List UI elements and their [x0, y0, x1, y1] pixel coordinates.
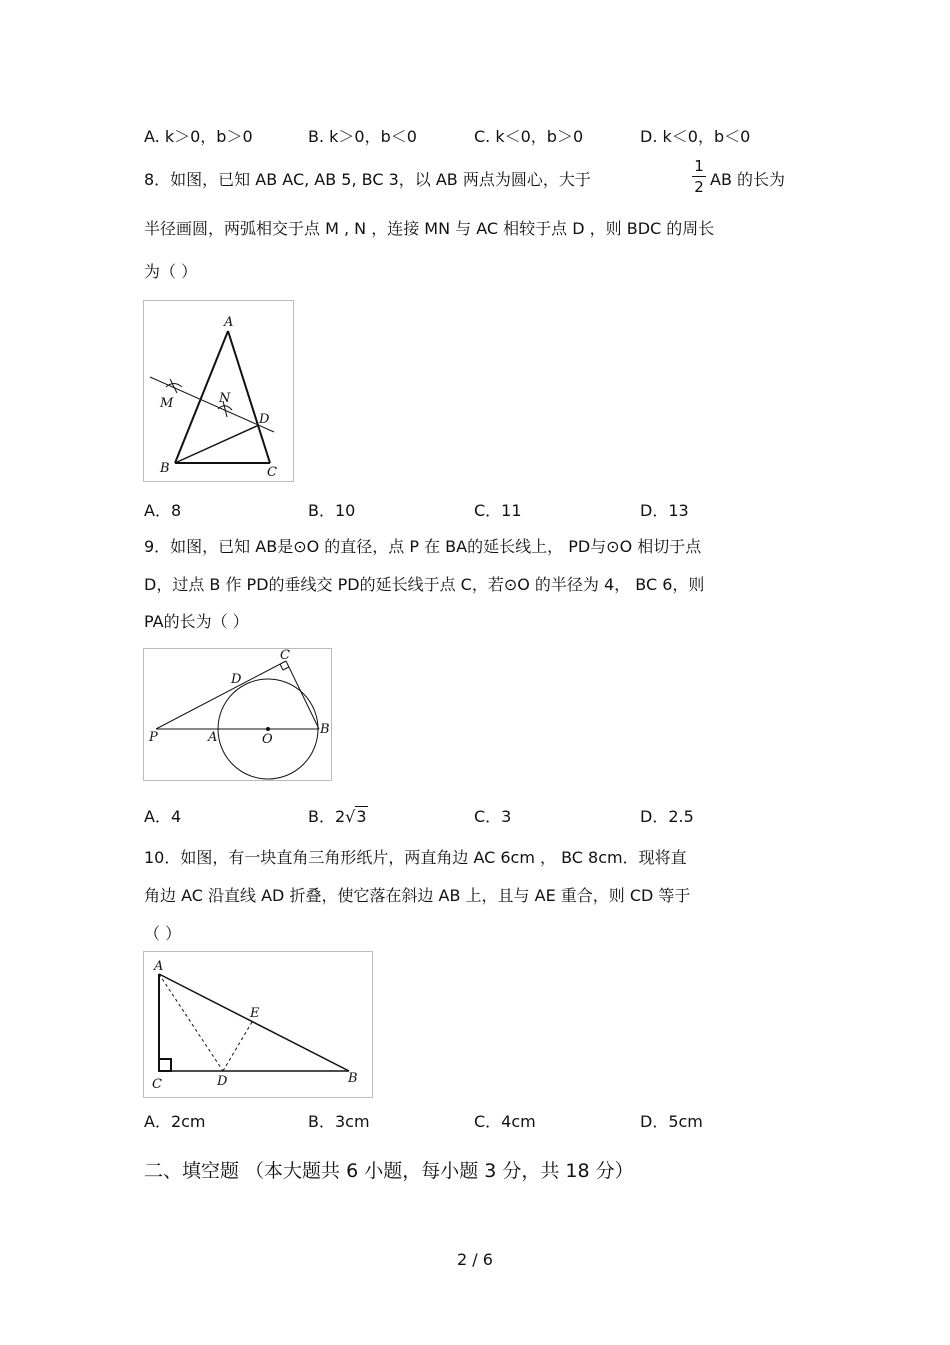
q9-line-1: 9．如图，已知 AB是⊙O 的直径，点 P 在 BA的延长线上， PD与⊙O 相切于点 [144, 537, 702, 556]
q8-option-b: B．10 [308, 501, 356, 520]
q9-label-c: C [280, 649, 290, 663]
q9-figure [143, 648, 332, 781]
q9-option-b-coef: 2 [334, 807, 346, 826]
q7-option-d: D. k＜0，b＜0 [640, 127, 751, 146]
q9-label-b: B [320, 722, 330, 737]
q8-fraction-numerator: 1 [694, 157, 704, 175]
q9-option-b [308, 807, 368, 827]
q10-line-2: 角边 AC 沿直线 AD 折叠，使它落在斜边 AB 上，且与 AE 重合，则 CD 等于 [144, 886, 691, 905]
page-indicator: 2 / 6 [457, 1250, 493, 1269]
q8-line-3: 为（ ） [144, 262, 198, 281]
q10-line-3: （ ） [144, 924, 182, 943]
q10-figure [143, 951, 373, 1098]
q8-label-n: N [219, 391, 231, 406]
q8-option-d: D．13 [640, 501, 689, 520]
section-2-heading: 二、填空题 （本大题共 6 小题，每小题 3 分，共 18 分） [144, 1160, 634, 1182]
q8-label-a: A [224, 315, 234, 330]
q9-option-b-label: B． [308, 807, 335, 826]
q8-fraction [692, 158, 706, 195]
q9-label-o: O [262, 732, 273, 747]
q7-option-a: A. k＞0，b＞0 [144, 127, 253, 146]
q7-option-b: B. k＞0，b＜0 [308, 127, 417, 146]
q9-option-c: C．3 [474, 807, 512, 826]
q7-option-c: C. k＜0，b＞0 [474, 127, 584, 146]
q8-fraction-denominator: 2 [694, 178, 704, 196]
q9-option-b-radicand: 3 [356, 807, 367, 826]
q8-line-1: 8．如图，已知 AB AC, AB 5, BC 3，以 AB 两点为圆心，大于 [144, 170, 591, 189]
q9-label-d: D [231, 672, 242, 687]
q8-option-a: A．8 [144, 501, 182, 520]
q8-label-m: M [160, 396, 174, 411]
q10-option-d: D．5cm [640, 1112, 703, 1131]
q8-label-b: B [160, 461, 170, 476]
q9-line-2: D，过点 B 作 PD的垂线交 PD的延长线于点 C，若⊙O 的半径为 4， BC 6，则 [144, 575, 705, 594]
q8-option-c: C．11 [474, 501, 522, 520]
q8-line-1-tail: AB 的长为 [710, 170, 786, 189]
q9-option-d: D．2.5 [640, 807, 694, 826]
q10-line-1: 10．如图，有一块直角三角形纸片，两直角边 AC 6cm ， BC 8cm．现将直 [144, 848, 687, 867]
q9-label-a: A [208, 730, 218, 745]
sqrt-icon: √3 [345, 807, 367, 826]
q10-label-d: D [217, 1074, 228, 1089]
q10-option-c: C．4cm [474, 1112, 536, 1131]
q10-label-a: A [154, 959, 164, 974]
q8-label-d: D [259, 412, 270, 427]
q10-option-b: B．3cm [308, 1112, 370, 1131]
q8-label-c: C [267, 465, 277, 480]
q9-option-a: A．4 [144, 807, 182, 826]
q10-label-c: C [152, 1077, 162, 1092]
q10-option-a: A．2cm [144, 1112, 206, 1131]
q10-label-e: E [250, 1006, 260, 1021]
q8-line-2: 半径画圆，两弧相交于点 M , N ，连接 MN 与 AC 相较于点 D ，则 BDC 的周长 [144, 219, 715, 238]
q9-label-p: P [149, 730, 158, 745]
q8-figure [143, 300, 294, 482]
q9-line-3: PA的长为（ ） [144, 612, 249, 631]
q10-label-b: B [348, 1071, 358, 1086]
